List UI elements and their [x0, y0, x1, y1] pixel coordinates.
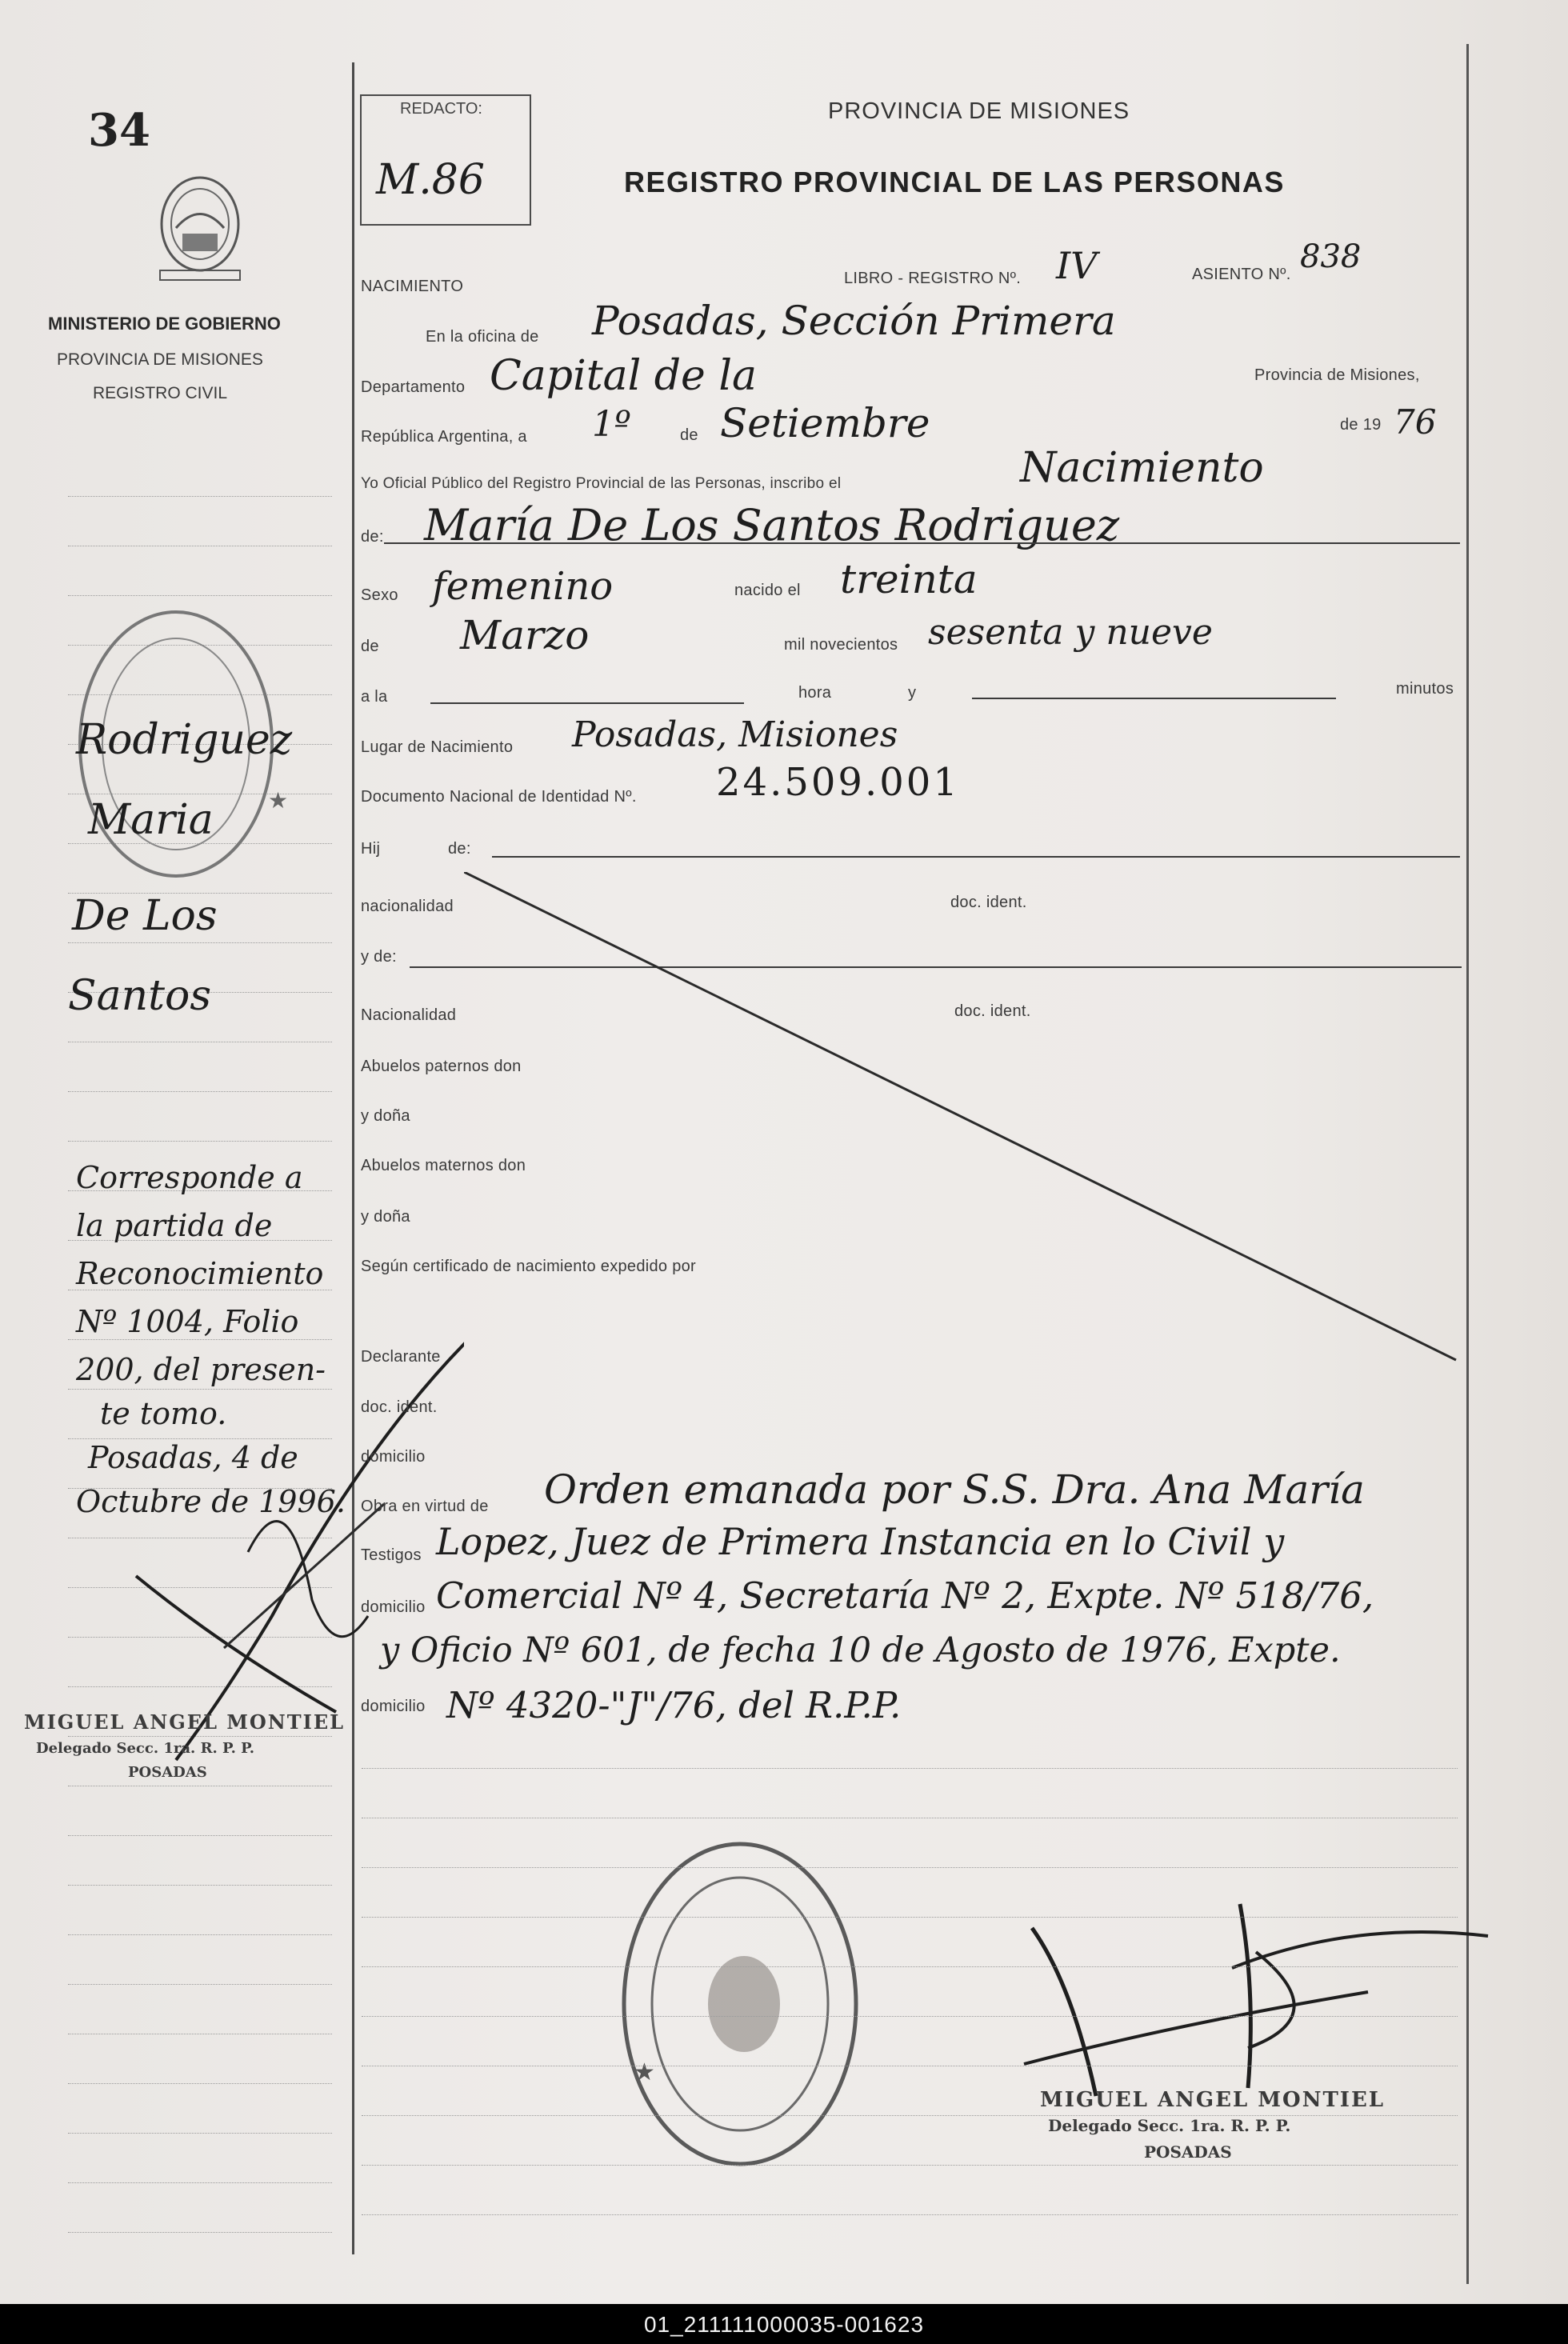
name-note-line-1: Rodriguez [76, 716, 293, 764]
name-note-line-2: Maria [88, 796, 214, 844]
dni-value: 24.509.001 [716, 760, 960, 805]
domicilio2-label: domicilio [361, 1598, 426, 1616]
libro-label: LIBRO - REGISTRO Nº. [844, 270, 1022, 287]
left-stamp-name: MIGUEL ANGEL MONTIEL [24, 1710, 345, 1734]
libro-value: IV [1056, 244, 1098, 287]
bottom-stamp-role: Delegado Secc. 1ra. R. P. P. [1048, 2116, 1291, 2135]
annotation-line-8: Octubre de 1996. [76, 1484, 346, 1519]
nombre-value: María De Los Santos Rodriguez [424, 500, 1120, 550]
a-la-label: a la [361, 688, 388, 706]
ruled-line [68, 2083, 332, 2084]
annotation-line-2: la partida de [76, 1208, 273, 1243]
ruled-line [362, 2016, 1458, 2017]
redacto-label: REDACTO: [400, 100, 482, 118]
month-value: Setiembre [720, 400, 930, 446]
redacto-value: M.86 [376, 156, 485, 204]
bottom-stamp-city: POSADAS [1144, 2142, 1232, 2162]
mes-nac-value: Marzo [460, 612, 590, 658]
year-prefix: de 19 [1340, 416, 1382, 434]
province-label: PROVINCIA DE MISIONES [57, 350, 263, 369]
lugar-label: Lugar de Nacimiento [361, 738, 514, 756]
registry-label: REGISTRO CIVIL [92, 384, 228, 402]
ministry-label: MINISTERIO DE GOBIERNO [48, 314, 281, 334]
name-note-line-3: De Los [72, 892, 218, 940]
svg-text:★: ★ [268, 788, 289, 813]
annotation-line-6: te tomo. [100, 1396, 227, 1431]
ruled-line [362, 1917, 1458, 1918]
left-stamp-city: POSADAS [128, 1764, 207, 1781]
sexo-value: femenino [432, 564, 614, 609]
de3-label: de: [448, 840, 471, 858]
doc-ident3-label: doc. ident. [361, 1398, 438, 1416]
mil-label: mil novecientos [784, 636, 898, 654]
ruled-line [68, 1984, 332, 1985]
ruled-line [68, 2182, 332, 2183]
observation-line-2: Lopez, Juez de Primera Instancia en lo Civil y [436, 1520, 1285, 1563]
nacido-value: treinta [840, 556, 978, 602]
y-dona2-label: y doña [361, 1208, 410, 1226]
de-nombre-label: de: [361, 528, 384, 546]
minutos-label: minutos [1396, 680, 1454, 698]
obra-label: Obra en virtud de [361, 1498, 489, 1515]
provincia-label: Provincia de Misiones, [1254, 366, 1420, 384]
republica-label: República Argentina, a [361, 428, 527, 446]
ruled-line [362, 1768, 1458, 1769]
hij-label: Hij [361, 840, 381, 858]
name-underline [384, 542, 1460, 544]
registry-round-stamp-icon [608, 1824, 872, 2184]
observation-line-5: Nº 4320-"J"/76, del R.P.P. [446, 1684, 902, 1726]
annotation-line-4: Nº 1004, Folio [76, 1304, 299, 1339]
domicilio3-label: domicilio [361, 1698, 426, 1715]
doc-ident1-label: doc. ident. [950, 894, 1027, 911]
hora-line [430, 702, 744, 704]
ruled-line [68, 1141, 332, 1142]
padre-line [492, 856, 1460, 858]
observation-line-4: y Oficio Nº 601, de fecha 10 de Agosto de 1976, Expte. [380, 1630, 1341, 1670]
record-type-label: NACIMIENTO [361, 278, 464, 295]
departamento-value: Capital de la [490, 352, 757, 400]
dni-label: Documento Nacional de Identidad Nº. [361, 788, 637, 806]
page-number: 34 [88, 104, 150, 157]
bottom-stamp-name: MIGUEL ANGEL MONTIEL [1040, 2088, 1386, 2112]
asiento-label: ASIENTO Nº. [1192, 266, 1291, 283]
observation-line-1: Orden emanada por S.S. Dra. Ana María [544, 1466, 1365, 1513]
ruled-line [362, 2165, 1458, 2166]
y-de-label: y de: [361, 948, 397, 966]
de2-label: de [361, 638, 379, 655]
annotation-line-1: Corresponde a [76, 1160, 303, 1195]
abuelos-mat-label: Abuelos maternos don [361, 1157, 526, 1174]
asiento-value: 838 [1300, 238, 1362, 275]
observation-line-3: Comercial Nº 4, Secretaría Nº 2, Expte. Nº 518/76, [436, 1574, 1374, 1617]
annotation-line-5: 200, del presen- [76, 1352, 326, 1387]
anio-nac-value: sesenta y nueve [928, 612, 1213, 653]
svg-text:★: ★ [634, 2059, 655, 2086]
ruled-line [68, 942, 332, 943]
year-value: 76 [1394, 402, 1437, 442]
ruled-line [68, 496, 332, 497]
registry-title: REGISTRO PROVINCIAL DE LAS PERSONAS [624, 166, 1285, 198]
doc-ident2-label: doc. ident. [954, 1002, 1031, 1020]
minutos-line [972, 698, 1336, 699]
ruled-line [362, 1867, 1458, 1868]
left-stamp-role: Delegado Secc. 1ra. R. P. P. [36, 1740, 254, 1757]
province-header: PROVINCIA DE MISIONES [828, 98, 1130, 124]
ruled-line [68, 2133, 332, 2134]
cancellation-line [464, 872, 1464, 1368]
document-id: 01_211111000035-001623 [643, 2312, 925, 2337]
departamento-label: Departamento [361, 378, 466, 396]
inscribo-value: Nacimiento [1020, 444, 1264, 492]
oficina-label: En la oficina de [426, 328, 539, 346]
hora-label: hora [798, 684, 832, 702]
name-note-line-4: Santos [68, 972, 212, 1020]
ruled-line [362, 2115, 1458, 2116]
lugar-value: Posadas, Misiones [572, 714, 898, 755]
segun-label: Según certificado de nacimiento expedido por [361, 1258, 697, 1275]
y-label: y [908, 684, 917, 702]
annotation-line-7: Posadas, 4 de [88, 1440, 298, 1475]
left-frame-line [352, 62, 354, 2254]
de-label: de [680, 426, 698, 444]
footer-bar [0, 2304, 1568, 2344]
ruled-line [68, 1091, 332, 1092]
nacionalidad1-label: nacionalidad [361, 898, 454, 915]
ruled-line [362, 2214, 1458, 2215]
y-dona1-label: y doña [361, 1107, 410, 1125]
ruled-line [68, 1934, 332, 1935]
abuelos-pat-label: Abuelos paternos don [361, 1058, 522, 1075]
sexo-label: Sexo [361, 586, 398, 604]
coat-of-arms-icon [144, 168, 256, 296]
annotation-line-3: Reconocimiento [76, 1256, 324, 1291]
domicilio1-label: domicilio [361, 1448, 426, 1466]
oficial-text: Yo Oficial Público del Registro Provincial de las Personas, inscribo el [361, 475, 842, 492]
nacionalidad2-label: Nacionalidad [361, 1006, 457, 1024]
ruled-line [68, 1835, 332, 1836]
ruled-line [68, 2232, 332, 2233]
ruled-line [362, 1966, 1458, 1967]
declarante-label: Declarante [361, 1348, 441, 1366]
oficina-value: Posadas, Sección Primera [592, 298, 1116, 344]
nacido-label: nacido el [734, 582, 801, 599]
testigos-label: Testigos [361, 1546, 422, 1564]
day-value: 1º [592, 404, 631, 445]
ruled-line [68, 1885, 332, 1886]
